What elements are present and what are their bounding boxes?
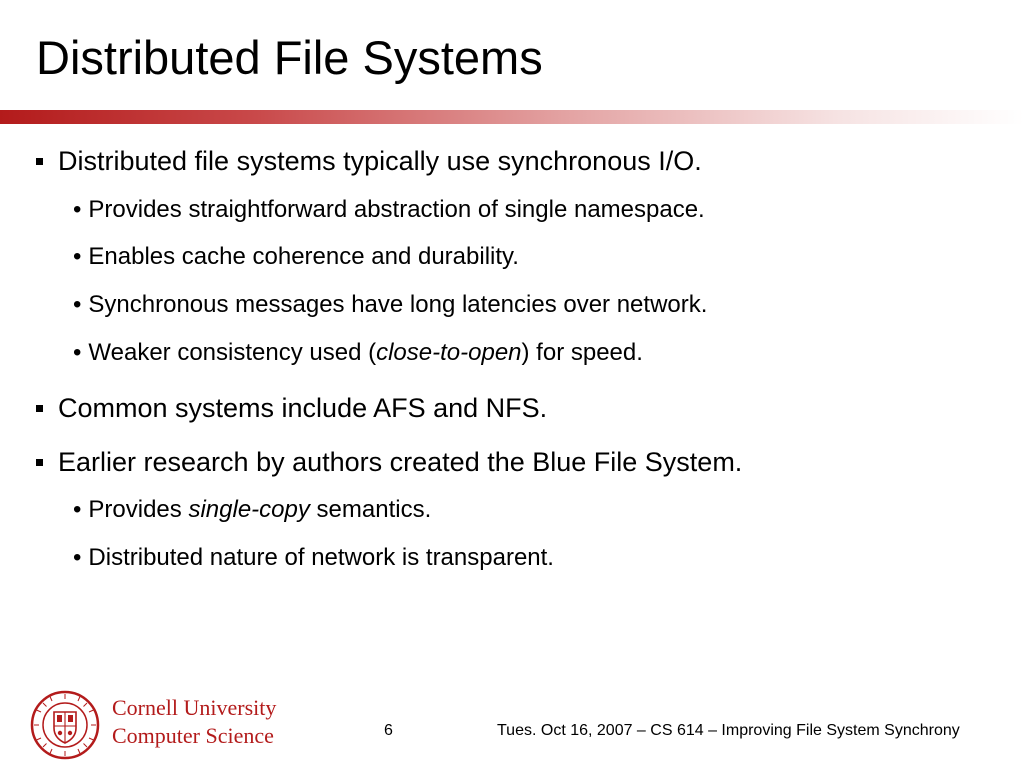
dot-bullet-icon: • (73, 196, 82, 223)
logo-wordmark (112, 694, 276, 749)
sub-bullet-emphasis: close-to-open (376, 339, 522, 366)
cornell-seal-icon (30, 690, 100, 760)
dot-bullet-icon: • (73, 339, 82, 366)
logo-line-university: Cornell University (112, 695, 277, 720)
sub-bullet-text-start: Weaker consistency used ( (88, 339, 377, 366)
dot-bullet-icon: • (73, 243, 82, 270)
bullet-item (36, 146, 702, 177)
square-bullet-icon (36, 158, 43, 165)
sub-bullet-text: Distributed nature of network is transparent. (88, 544, 554, 571)
bullet-item (36, 447, 742, 478)
square-bullet-icon (36, 459, 43, 466)
sub-bullet-text-start: Provides (88, 496, 189, 523)
page-number: 6 (384, 722, 393, 739)
sub-bullet-text-end: ) for speed. (521, 339, 643, 366)
bullet-text: Common systems include AFS and NFS. (58, 393, 548, 423)
sub-bullet-emphasis: single-copy (188, 496, 310, 523)
square-bullet-icon (36, 405, 43, 412)
bullet-text: Earlier research by authors created the Blue File System. (58, 447, 743, 477)
sub-bullet-item (73, 339, 643, 367)
sub-bullet-item (73, 496, 431, 524)
cornell-logo (30, 690, 300, 756)
sub-bullet-text-end: semantics. (309, 496, 432, 523)
sub-bullet-item (73, 243, 519, 271)
sub-bullet-item (73, 291, 707, 319)
sub-bullet-text: Provides straightforward abstraction of single namespace. (88, 196, 705, 223)
sub-bullet-text: Enables cache coherence and durability. (88, 243, 519, 270)
dot-bullet-icon: • (73, 544, 82, 571)
bullet-item (36, 393, 547, 424)
dot-bullet-icon: • (73, 291, 82, 318)
sub-bullet-item (73, 196, 705, 224)
logo-line-department: Computer Science (112, 722, 274, 748)
bullet-text: Distributed file systems typically use synchronous I/O. (58, 146, 702, 176)
sub-bullet-text: Synchronous messages have long latencies over network. (88, 291, 708, 318)
sub-bullet-item (73, 544, 554, 572)
footer-note: Tues. Oct 16, 2007 – CS 614 – Improving File System Synchrony (497, 722, 960, 739)
dot-bullet-icon: • (73, 496, 82, 523)
slide-title: Distributed File Systems (36, 31, 543, 84)
